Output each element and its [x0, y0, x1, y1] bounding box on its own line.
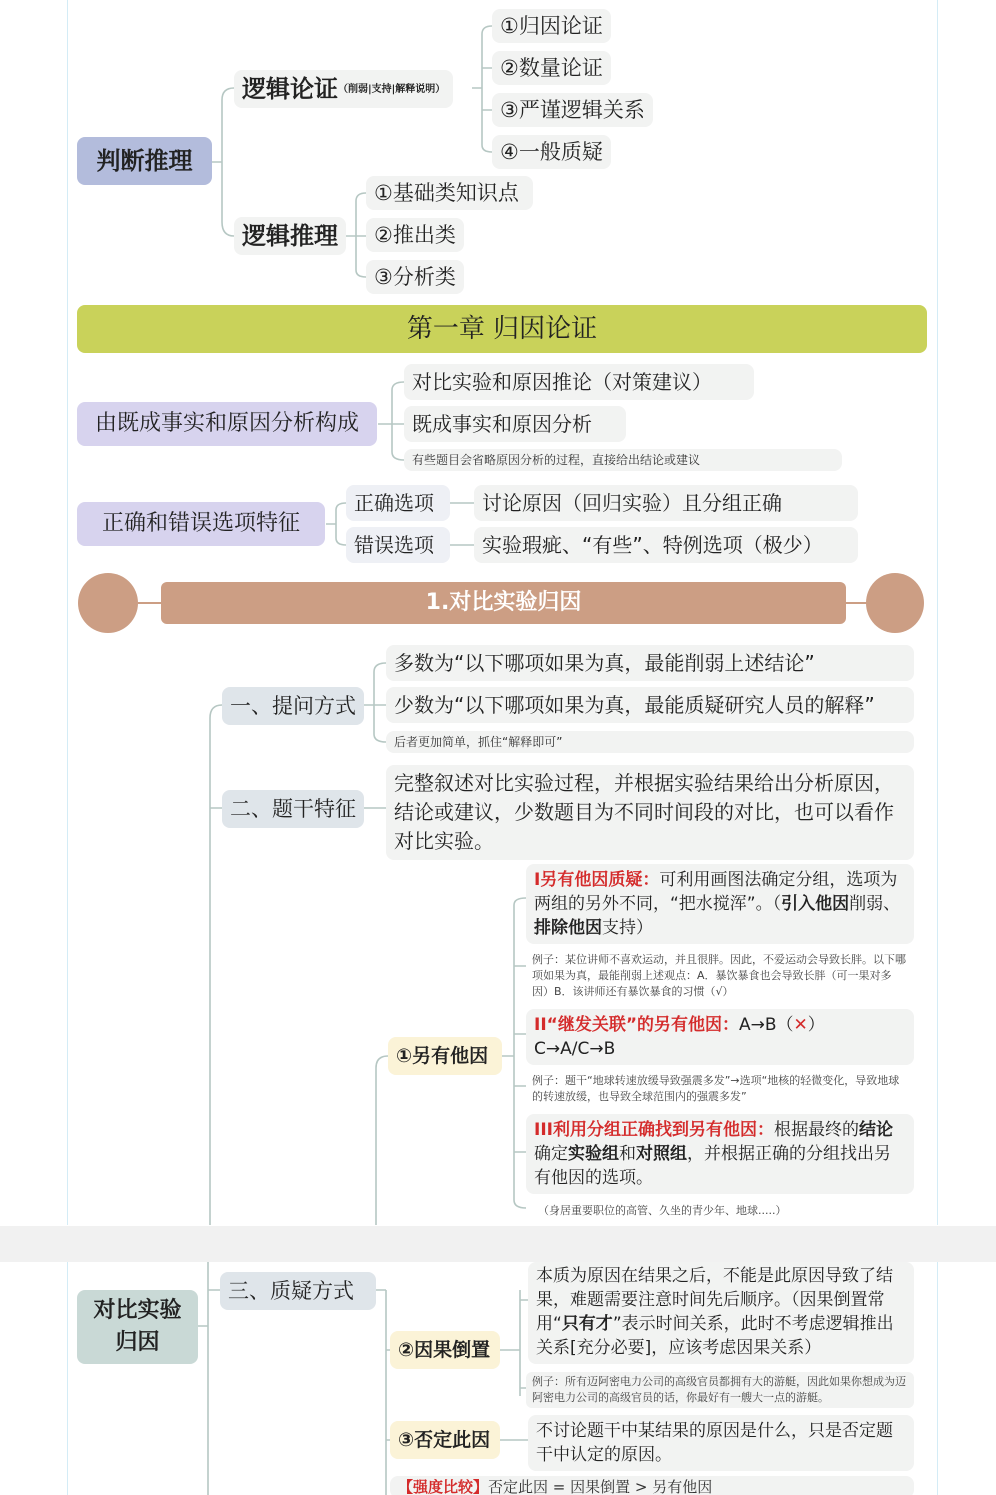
other-cause-iii-bold3: 对照组: [636, 1144, 687, 1164]
branch-logic-argument-note: （削弱|支持|解释说明）: [338, 84, 446, 95]
other-cause-i-bold2: 排除他因: [534, 918, 602, 938]
section-banner: 1.对比实验归因: [161, 582, 846, 624]
reverse-causality-text: [528, 1262, 914, 1364]
other-cause-i-text3: 支持）: [602, 918, 653, 938]
wrong-option-text: 实验瑕疵、“有些”、特例选项（极少）: [474, 527, 858, 563]
wrong-option-label[interactable]: 错误选项: [346, 527, 450, 563]
other-cause-i-text2: 削弱、: [849, 894, 901, 914]
reverse-causality-text1: 本质为原因在结果之后，不能是此原因导致了结果，难题需要注意时间先后顺序。（因果倒置常用“: [536, 1266, 893, 1334]
other-cause-node[interactable]: ①另有他因: [388, 1037, 502, 1075]
other-cause-iii-bold1: 结论: [858, 1120, 893, 1140]
other-cause-ii-text3: C→A/C→B: [534, 1039, 616, 1059]
other-cause-i-title: I另有他因质疑：: [534, 870, 660, 890]
composition-item-experiment[interactable]: 对比实验和原因推论（对策建议）: [404, 364, 754, 400]
composition-node[interactable]: 由既成事实和原因分析构成: [77, 402, 377, 446]
branch-logic-reasoning[interactable]: 逻辑推理: [234, 217, 346, 255]
strength-compare: [390, 1476, 914, 1495]
item-analysis[interactable]: ③分析类: [366, 260, 464, 294]
deny-cause-node[interactable]: ③否定此因: [390, 1421, 500, 1459]
reverse-causality-text2: ”表示时间关系，此时不考虑逻辑推出关系[充分必要]，应该考虑因果关系）: [536, 1314, 894, 1358]
item-attribution-argument[interactable]: ①归因论证: [492, 9, 611, 43]
item-basic-knowledge[interactable]: ①基础类知识点: [366, 176, 533, 210]
other-cause-ii-title: II“继发关联”的另有他因：: [534, 1015, 739, 1035]
reverse-causality-bold1: 只有才: [561, 1314, 613, 1334]
other-cause-iii-text3: 和: [619, 1144, 636, 1164]
options-node[interactable]: 正确和错误选项特征: [77, 502, 325, 546]
reverse-causality-node[interactable]: ②因果倒置: [390, 1331, 500, 1369]
other-cause-iii: [526, 1114, 914, 1194]
item-quantity-argument[interactable]: ②数量论证: [492, 51, 611, 85]
question-method-node[interactable]: 三、质疑方式: [220, 1272, 376, 1310]
deny-cause-text: 不讨论题干中某结果的原因是什么，只是否定题干中认定的原因。: [528, 1415, 914, 1471]
other-cause-i: [526, 864, 914, 944]
frame-line-right: [937, 0, 938, 1225]
correct-option-label[interactable]: 正确选项: [346, 485, 450, 521]
other-cause-iii-bold2: 实验组: [568, 1144, 619, 1164]
other-cause-iii-example: （身居重要职位的高管、久坐的青少年、地球.....）: [538, 1204, 787, 1217]
other-cause-ii-text1: A→B（: [739, 1015, 794, 1035]
strength-compare-tag: 【强度比较】: [398, 1478, 489, 1495]
other-cause-iii-title: III利用分组正确找到另有他因：: [534, 1120, 774, 1140]
ask-item-question: 少数为“以下哪项如果为真，最能质疑研究人员的解释”: [386, 687, 914, 723]
other-cause-i-example: 例子：某位讲师不喜欢运动，并且很胖。因此，不爱运动会导致长胖。以下哪项如果为真，最能削弱上述观点：A．暴饮暴食也会导致长胖（可一果对多因）B．该讲师还有暴饮暴食的习惯（√）: [532, 953, 906, 998]
correct-option-text: 讨论原因（回归实验）且分组正确: [474, 485, 858, 521]
composition-note: 有些题目会省略原因分析的过程，直接给出结论或建议: [404, 449, 842, 471]
ask-item-weaken: 多数为“以下哪项如果为真，最能削弱上述结论”: [386, 645, 914, 681]
frame-line-left-2: [67, 1262, 68, 1495]
item-deduction[interactable]: ②推出类: [366, 218, 464, 252]
item-general-question[interactable]: ④一般质疑: [492, 135, 611, 169]
composition-item-fact[interactable]: 既成事实和原因分析: [404, 406, 626, 442]
other-cause-i-bold1: 引入他因: [781, 894, 850, 914]
frame-line-right-2: [937, 1262, 938, 1495]
other-cause-ii-text2: ）: [807, 1015, 825, 1035]
root-node-judgment-reasoning[interactable]: 判断推理: [77, 137, 212, 185]
other-cause-iii-text2: 确定: [534, 1144, 568, 1164]
other-cause-iii-text4: ，并根据正确的分组找出另有他因的选项。: [534, 1144, 891, 1188]
stem-feature-text: 完整叙述对比实验过程，并根据实验结果给出分析原因，结论或建议，少数题目为不同时间段的对比，也可以看作对比实验。: [386, 765, 914, 860]
reverse-causality-example: 例子：所有迈阿密电力公司的高级官员都拥有大的游艇，因此如果你想成为迈阿密电力公司的高级官员的话，你最好有一艘大一点的游艇。: [526, 1372, 914, 1408]
other-cause-i-text1: 可利用画图法确定分组，选项为两组的另外不同，“把水搅浑”。（: [534, 870, 898, 914]
strength-compare-text: 否定此因 = 因果倒置 > 另有他因: [488, 1478, 713, 1495]
frame-line-left: [67, 0, 68, 1225]
item-strict-logic[interactable]: ③严谨逻辑关系: [492, 93, 653, 127]
banner-circle-right: [866, 573, 924, 633]
stem-feature-node[interactable]: 二、题干特征: [222, 790, 364, 828]
root-node-contrast-attribution[interactable]: 对比实验 归因: [77, 1290, 198, 1364]
ask-note: 后者更加简单，抓住“解释即可”: [386, 731, 914, 753]
page-gap: [0, 1226, 996, 1262]
ask-method-node[interactable]: 一、提问方式: [222, 687, 364, 725]
banner-circle-left: [78, 573, 138, 633]
cross-icon: ✕: [793, 1015, 808, 1035]
chapter-banner: 第一章 归因论证: [77, 305, 927, 353]
branch-logic-argument-label: 逻辑论证: [242, 75, 338, 103]
other-cause-iii-text1: 根据最终的: [773, 1120, 859, 1140]
other-cause-ii-example: 例子：题干“地球转速放缓导致强震多发”→选项“地核的轻微变化，导致地球的转速放缓，也导致全球范围内的强震多发”: [532, 1074, 900, 1103]
branch-logic-argument[interactable]: [234, 70, 453, 108]
other-cause-ii: [526, 1009, 914, 1065]
